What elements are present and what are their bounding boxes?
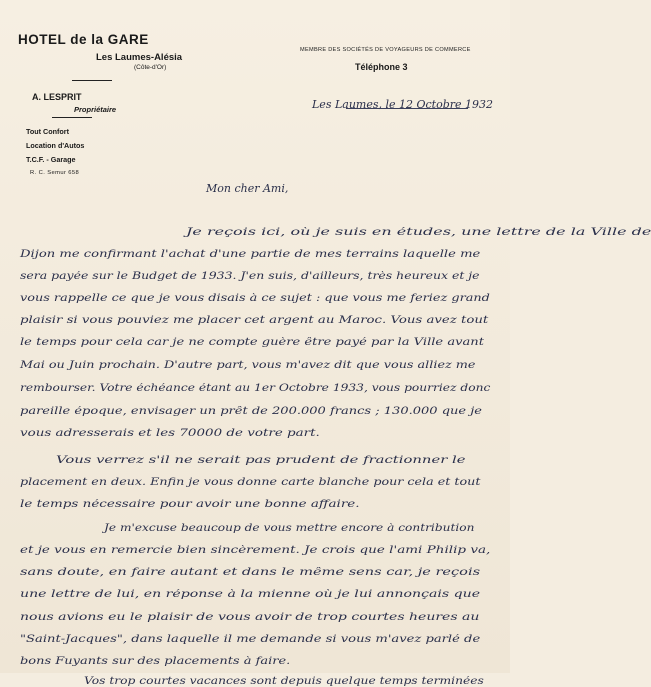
hotel-town: Les Laumes-Alésia — [96, 52, 183, 63]
letter-line: nous avions eu le plaisir de vous avoir de trop courtes heures au — [20, 612, 480, 623]
letter-line: placement en deux. Enfin je vous donne carte blanche pour cela et tout — [20, 477, 481, 488]
membership-line: MEMBRE DES SOCIÉTÉS DE VOYAGEURS DE COMMERCE — [300, 47, 471, 53]
letter-line: le temps nécessaire pour avoir une bonne affaire. — [20, 499, 360, 510]
owner-name: A. LESPRIT — [32, 92, 82, 102]
letter-line: Vous verrez s'il ne serait pas prudent de fractionner le — [56, 455, 466, 466]
date-underline — [346, 108, 468, 109]
letter-line: rembourser. Votre échéance étant au 1er Octobre 1933, vous pourriez donc — [20, 383, 491, 394]
letter-line: Dijon me confirmant l'achat d'une partie de mes terrains laquelle me — [20, 249, 481, 260]
letter-line: "Saint-Jacques", dans laquelle il me demande si vous m'avez parlé de — [20, 634, 481, 645]
hotel-department: (Côte-d'Or) — [134, 64, 167, 71]
letter-line: pareille époque, envisager un prêt de 200.000 francs ; 130.000 que je — [20, 406, 483, 417]
owner-title: Propriétaire — [74, 105, 117, 114]
letter-line: Je m'excuse beaucoup de vous mettre encore à contribution — [104, 523, 475, 534]
letter-line: Mai ou Juin prochain. D'autre part, vous m'avez dit que vous alliez me — [20, 360, 476, 371]
letter-line: sera payée sur le Budget de 1933. J'en suis, d'ailleurs, très heureux et je — [20, 271, 480, 282]
telephone: Téléphone 3 — [355, 62, 408, 72]
letter-line: une lettre de lui, en réponse à la mienne où je lui annonçais que — [20, 589, 481, 600]
letterhead-divider — [72, 80, 112, 81]
service-item: T.C.F. - Garage — [26, 155, 76, 164]
letter-date: Les Laumes, le 12 Octobre 1932 — [312, 98, 494, 111]
letter-line: le temps pour cela car je ne compte guère être payé par la Ville avant — [20, 337, 484, 348]
letter-line: et je vous en remercie bien sincèrement. Je crois que l'ami Philip va, — [20, 545, 491, 556]
hotel-name: HOTEL de la GARE — [18, 32, 149, 47]
letter-line: vous rappelle ce que je vous disais à ce sujet : que vous me feriez grand — [20, 293, 490, 304]
letter-line: bons Fuyants sur des placements à faire. — [20, 656, 291, 667]
letter-line: Vos trop courtes vacances sont depuis quelque temps terminées — [84, 676, 484, 687]
letterhead-divider — [52, 117, 92, 118]
letter-line: plaisir si vous pouviez me placer cet argent au Maroc. Vous avez tout — [20, 315, 489, 326]
letter-line: Je reçois ici, où je suis en études, une lettre de la Ville de — [186, 227, 651, 238]
letter-line: sans doute, en faire autant et dans le même sens car, je reçois — [20, 567, 481, 578]
service-item: Location d'Autos — [26, 141, 85, 150]
letter-line: vous adresserais et les 70000 de votre part. — [20, 428, 320, 439]
registry-number: R. C. Semur 658 — [30, 170, 80, 176]
service-item: Tout Confort — [26, 127, 69, 136]
letter-greeting: Mon cher Ami, — [206, 182, 289, 195]
